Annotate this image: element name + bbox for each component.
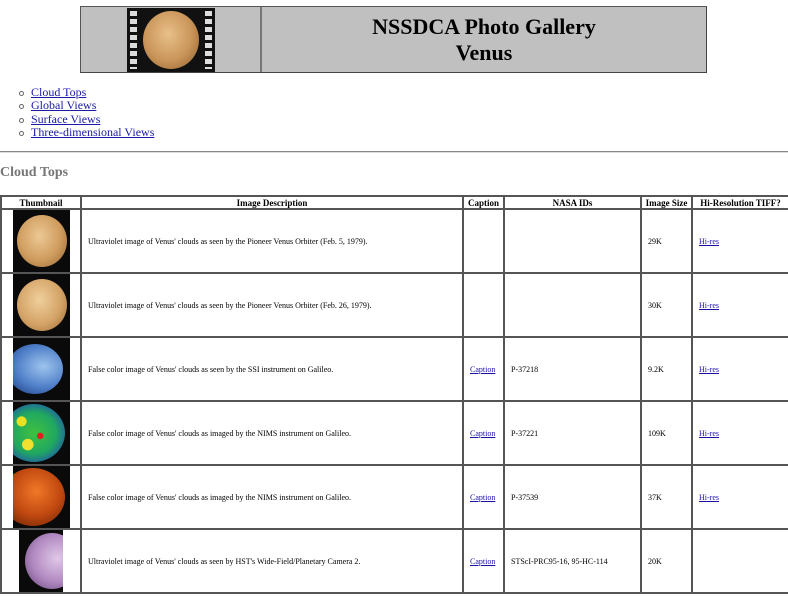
header-description: Image Description	[81, 196, 463, 209]
divider	[0, 151, 788, 153]
description-cell: False color image of Venus' clouds as imaged by the NIMS instrument on Galileo.	[81, 401, 463, 465]
hires-link[interactable]: Hi-res	[699, 492, 719, 502]
title-line-venus: Venus	[455, 39, 513, 65]
nav-link-3d-views[interactable]: Three-dimensional Views	[31, 124, 155, 139]
banner-logo-cell	[81, 7, 262, 72]
hires-link[interactable]: Hi-res	[699, 428, 719, 438]
caption-cell	[463, 337, 504, 401]
size-cell: 9.2K	[641, 337, 692, 401]
table-row	[1, 401, 788, 465]
nav-item-3d-views	[12, 126, 154, 139]
nav-link-cloud-tops[interactable]: Cloud Tops	[31, 85, 87, 99]
planet-disc	[13, 344, 63, 394]
caption-cell	[463, 465, 504, 529]
nasa-ids-cell: STScI-PRC95-16, 95-HC-114	[504, 529, 641, 593]
thumbnail-venus-uv-pioneer-1[interactable]	[13, 210, 70, 272]
thumbnail-venus-nims-galileo-1[interactable]	[13, 402, 70, 464]
title-line-gallery: NSSDCA Photo Gallery	[372, 13, 596, 39]
hires-cell	[692, 529, 788, 593]
size-cell: 29K	[641, 209, 692, 273]
thumbnail-cell	[1, 465, 81, 529]
film-perforation-left	[130, 11, 137, 69]
header-hires: Hi-Resolution TIFF?	[692, 196, 788, 209]
hires-link[interactable]: Hi-res	[699, 364, 719, 374]
section-nav	[12, 86, 154, 139]
caption-link[interactable]: Caption	[470, 556, 496, 566]
caption-link[interactable]: Caption	[470, 428, 496, 438]
planet-disc	[13, 404, 65, 462]
thumbnail-cell	[1, 401, 81, 465]
description-cell: False color image of Venus' clouds as imaged by the NIMS instrument on Galileo.	[81, 465, 463, 529]
nav-item-surface-views	[12, 113, 154, 126]
size-cell: 20K	[641, 529, 692, 593]
caption-link[interactable]: Caption	[470, 364, 496, 374]
caption-cell	[463, 401, 504, 465]
thumbnail-venus-uv-pioneer-2[interactable]	[13, 274, 70, 336]
hires-cell	[692, 401, 788, 465]
header-caption: Caption	[463, 196, 504, 209]
nav-item-cloud-tops	[12, 86, 154, 99]
header-image-size: Image Size	[641, 196, 692, 209]
nav-link-global-views[interactable]: Global Views	[31, 98, 97, 113]
header-nasa-ids: NASA IDs	[504, 196, 641, 209]
venus-image	[143, 11, 199, 69]
description-cell: Ultraviolet image of Venus' clouds as seen by the Pioneer Venus Orbiter (Feb. 5, 1979).	[81, 209, 463, 273]
caption-cell	[463, 209, 504, 273]
nasa-ids-cell: P-37539	[504, 465, 641, 529]
hires-cell	[692, 209, 788, 273]
hires-cell	[692, 337, 788, 401]
thumbnail-venus-nims-galileo-2[interactable]	[13, 466, 70, 528]
size-cell: 30K	[641, 273, 692, 337]
thumbnail-venus-ssi-galileo[interactable]	[13, 338, 70, 400]
table-row	[1, 337, 788, 401]
table-header-row	[1, 196, 788, 209]
thumbnail-cell	[1, 337, 81, 401]
nasa-ids-cell: P-37218	[504, 337, 641, 401]
description-cell: Ultraviolet image of Venus' clouds as seen by the Pioneer Venus Orbiter (Feb. 26, 1979).	[81, 273, 463, 337]
description-cell: Ultraviolet image of Venus' clouds as seen by HST's Wide-Field/Planetary Camera 2.	[81, 529, 463, 593]
nav-link-surface-views[interactable]: Surface Views	[31, 111, 101, 126]
caption-link[interactable]: Caption	[470, 492, 496, 502]
planet-disc	[13, 468, 65, 526]
section-heading: Cloud Tops	[0, 165, 69, 180]
thumbnail-cell	[1, 529, 81, 593]
nasa-ids-cell	[504, 209, 641, 273]
nasa-ids-cell: P-37221	[504, 401, 641, 465]
table-row	[1, 209, 788, 273]
gallery-banner	[80, 6, 707, 73]
hires-link[interactable]: Hi-res	[699, 300, 719, 310]
table-row	[1, 465, 788, 529]
page-title	[262, 7, 706, 72]
caption-cell	[463, 273, 504, 337]
thumbnail-cell	[1, 209, 81, 273]
caption-cell	[463, 529, 504, 593]
thumbnail-venus-uv-hst[interactable]	[19, 530, 63, 592]
description-cell: False color image of Venus' clouds as seen by the SSI instrument on Galileo.	[81, 337, 463, 401]
header-thumbnail: Thumbnail	[1, 196, 81, 209]
planet-disc	[25, 533, 63, 589]
gallery-table	[0, 195, 788, 594]
hires-cell	[692, 465, 788, 529]
table-row	[1, 529, 788, 593]
planet-disc	[17, 215, 67, 267]
nav-item-global-views	[12, 99, 154, 112]
nasa-ids-cell	[504, 273, 641, 337]
venus-filmstrip-logo	[127, 8, 215, 72]
table-row	[1, 273, 788, 337]
planet-disc	[17, 279, 67, 331]
thumbnail-cell	[1, 273, 81, 337]
size-cell: 37K	[641, 465, 692, 529]
hires-cell	[692, 273, 788, 337]
film-perforation-right	[205, 11, 212, 69]
size-cell: 109K	[641, 401, 692, 465]
hires-link[interactable]: Hi-res	[699, 236, 719, 246]
